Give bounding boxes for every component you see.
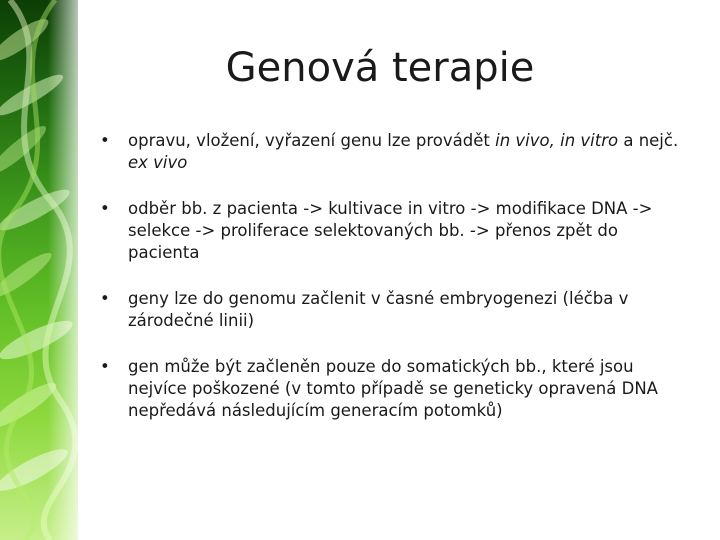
bullet-list (96, 130, 692, 446)
bullet-text-2: odběr bb. z pacienta -> kultivace in vitro -> modifikace DNA -> selekce -> proliferace selektovaných bb. -> přenos zpět do pacienta (128, 199, 653, 262)
bullet-text-part: opravu, vložení, vyřazení genu lze provádět (128, 131, 496, 150)
bullet-text-3: geny lze do genomu začlenit v časné embryogenezi (léčba v zárodečné linii) (128, 289, 629, 330)
bullet-item-2 (96, 198, 692, 264)
slide-title: Genová terapie (225, 45, 535, 91)
bullet-marker: • (100, 199, 110, 218)
dna-helix-decoration (0, 0, 78, 540)
bullet-marker: • (100, 289, 110, 308)
bullet-text-italic: ex vivo (128, 153, 188, 172)
bullet-item-4 (96, 356, 692, 422)
bullet-text-italic: in vivo, in vitro (495, 131, 619, 150)
bullet-text-part: a nejč. (618, 131, 679, 150)
bullet-text-1 (128, 131, 678, 172)
bullet-item-1 (96, 130, 692, 174)
bullet-marker: • (100, 357, 110, 376)
bullet-item-3 (96, 288, 692, 332)
strip-fade (48, 0, 78, 540)
bullet-marker: • (100, 131, 110, 150)
bullet-text-4: gen může být začleněn pouze do somatických bb., které jsou nejvíce poškozené (v tomto případě se geneticky opravená DNA nepředává následujícím generacím potomků) (128, 357, 658, 420)
